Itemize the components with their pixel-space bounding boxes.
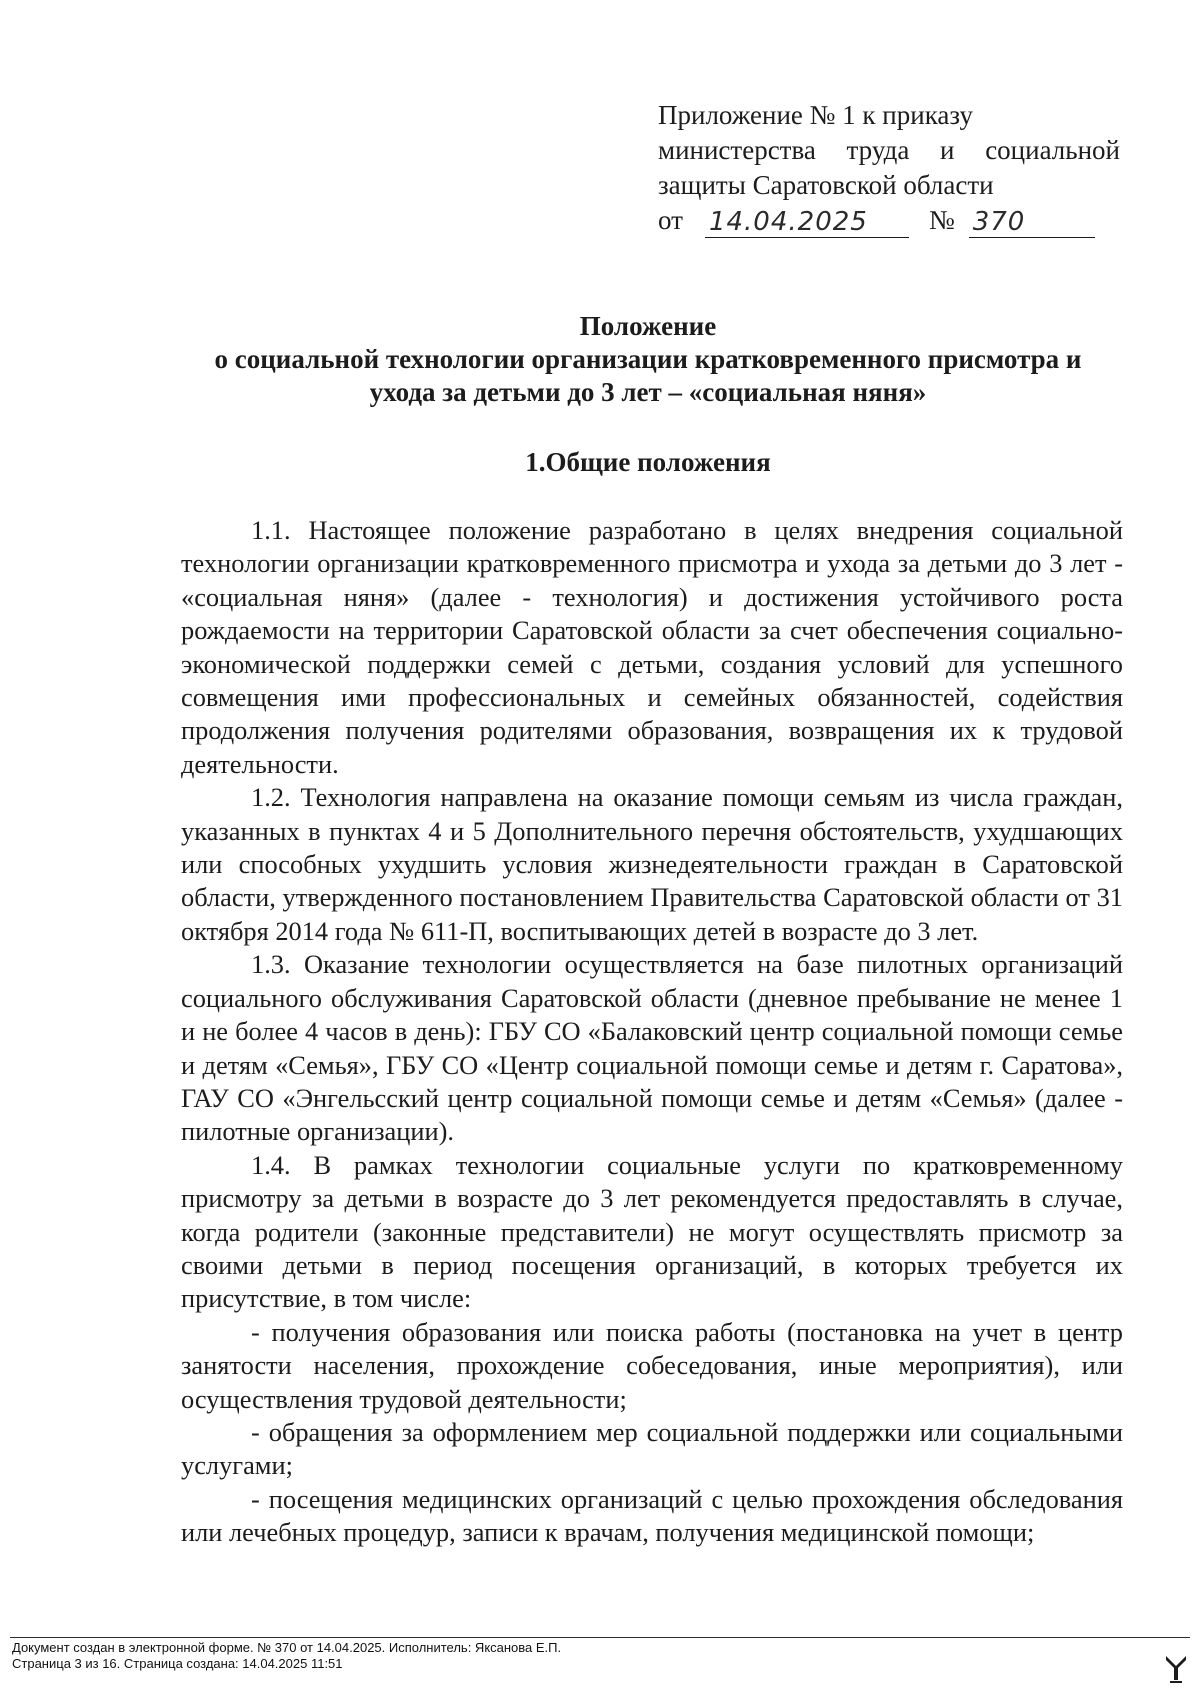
- number-label: №: [928, 205, 955, 235]
- from-label: от: [658, 205, 683, 235]
- list-item-education: - получения образования или поиска работы (постановка на учет в центр занятости населения, прохождение собеседования, иные мероприятия), или осуществления трудовой деятельности;: [181, 1316, 1123, 1414]
- section-heading: 1.Общие положения: [525, 447, 771, 477]
- paragraph-1-2: 1.2. Технология направлена на оказание помощи семьям из числа граждан, указанных в пунктах 4 и 5 Дополнительного перечня обстоятельств, ухудшающих или способных ухудшить условия жизнедеятельности граждан в Саратовской области, утвержденного постановлением Правительства Саратовской области от 31 октября 2014 года № 611-П, воспитывающих детей в возрасте до 3 лет.: [181, 782, 1123, 946]
- list-item-social-support: - обращения за оформлением мер социальной поддержки или социальными услугами;: [181, 1416, 1123, 1481]
- document-title: [150, 310, 1146, 409]
- footer: [12, 1640, 561, 1672]
- title-line-2: о социальной технологии организации кратковременного присмотра и: [214, 344, 1082, 374]
- appendix-date-line: [658, 203, 1120, 238]
- emblem-icon: [1164, 1654, 1188, 1684]
- title-line-1: Положение: [579, 311, 717, 341]
- title-line-3: ухода за детьми до 3 лет – «социальная няня»: [369, 377, 927, 407]
- paragraph-1-4: 1.4. В рамках технологии социальные услуги по кратковременному присмотру за детьми в возрасте до 3 лет рекомендуется предоставлять в случае, когда родители (законные представители) не могут осуществлять присмотр за своими детьми в период посещения организаций, в которых требуется их присутствие, в том числе:: [181, 1149, 1123, 1314]
- handwritten-number: 370: [969, 207, 1095, 238]
- paragraph-1-3: 1.3. Оказание технологии осуществляется на базе пилотных организаций социального обслуживания Саратовской области (дневное пребывание не менее 1 и не более 4 часов в день): ГБУ СО «Балаковский центр социальной помощи семье и детям «Семья», ГБУ СО «Центр социальной помощи семье и детям г. Саратова», ГАУ СО «Энгельсский центр социальной помощи семье и детям «Семья» (далее - пилотные организации).: [181, 949, 1123, 1147]
- paragraph-1-1: 1.1. Настоящее положение разработано в целях внедрения социальной технологии организации кратковременного присмотра и ухода за детьми до 3 лет - «социальная няня» (далее - технология) и достижения устойчивого роста рождаемости на территории Саратовской области за счет обеспечения социально-экономической поддержки семей с детьми, создания условий для успешного совмещения ими профессиональных и семейных обязанностей, содействия продолжения получения родителями образования, возвращения их к трудовой деятельности.: [181, 515, 1123, 779]
- appendix-header: [658, 98, 1120, 238]
- appendix-line-3: защиты Саратовской области: [658, 170, 994, 200]
- document-body: [181, 514, 1123, 1550]
- appendix-line-1: Приложение № 1 к приказу: [658, 100, 973, 130]
- footer-divider: [10, 1637, 1190, 1638]
- footer-line-2: Страница 3 из 16. Страница создана: 14.04.2025 11:51: [12, 1656, 343, 1671]
- handwritten-date: 14.04.2025: [705, 207, 909, 238]
- footer-line-1: Документ создан в электронной форме. № 370 от 14.04.2025. Исполнитель: Яксанова Е.П.: [12, 1640, 562, 1655]
- appendix-line-2: министерства труда и социальной: [658, 135, 1120, 165]
- list-item-medical: - посещения медицинских организаций с целью прохождения обследования или лечебных процедур, записи к врачам, получения медицинской помощи;: [181, 1483, 1123, 1548]
